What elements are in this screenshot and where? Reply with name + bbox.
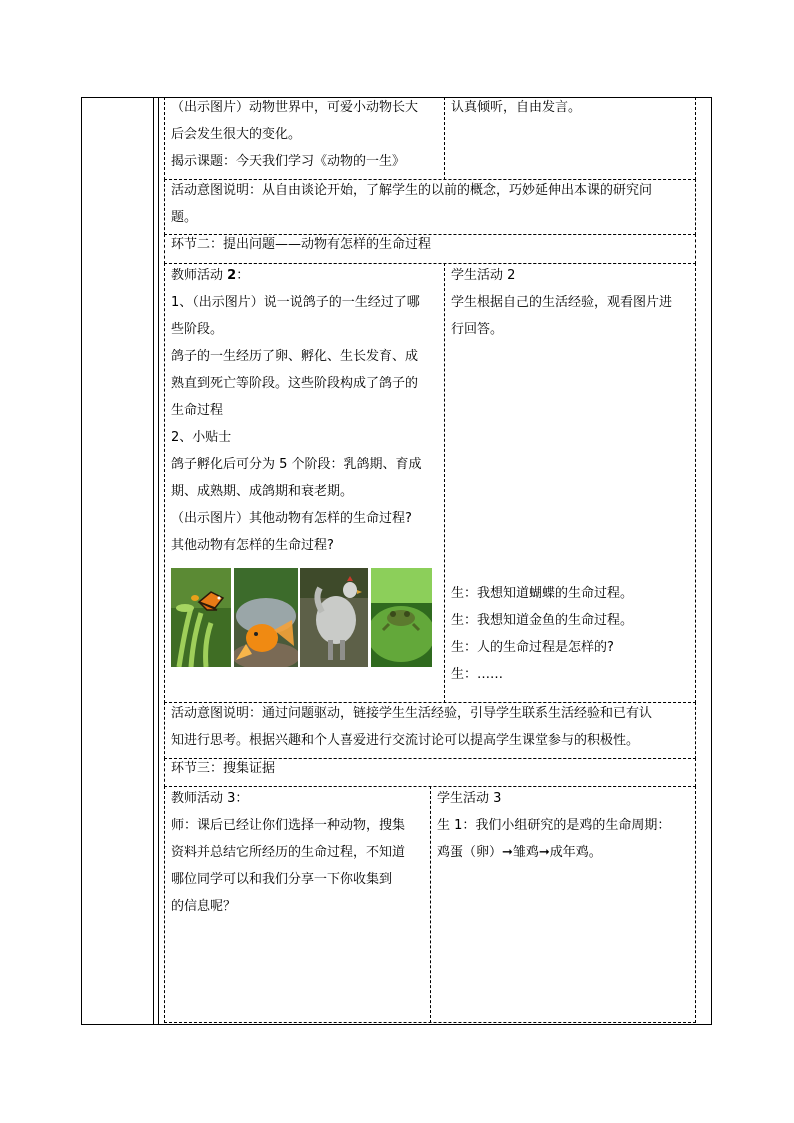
text-line: 生：我想知道金鱼的生命过程。 xyxy=(451,613,634,628)
goldfish-image xyxy=(234,568,298,667)
butterfly-photo xyxy=(171,568,231,667)
heading-colon: ： xyxy=(236,268,250,283)
heading-number: 2 xyxy=(227,268,237,283)
text-line: （出示图片）动物世界中，可爱小动物长大 xyxy=(171,100,419,115)
frame-right-line xyxy=(711,97,712,1025)
text-line: 揭示课题：今天我们学习《动物的一生》 xyxy=(171,154,406,169)
text-line: 期、成熟期、成鸽期和衰老期。 xyxy=(171,484,354,499)
teacher-heading: 教师活动 3： xyxy=(171,791,249,806)
text-line: 行回答。 xyxy=(451,322,504,337)
text-line: 其他动物有怎样的生命过程? xyxy=(171,538,334,553)
chicken-photo xyxy=(300,568,368,667)
text-line: 活动意图说明：通过问题驱动，链接学生生活经验，引导学生联系生活经验和已有认 xyxy=(171,706,653,721)
goldfish-photo xyxy=(234,568,298,667)
teacher-heading xyxy=(171,262,443,289)
section1-intent-text xyxy=(171,177,693,231)
section2-intent-text xyxy=(171,700,693,754)
section3-title xyxy=(171,755,693,782)
tip-label: 2、小贴士 xyxy=(171,430,232,445)
butterfly-image xyxy=(171,568,231,667)
heading-text: 教师活动 xyxy=(171,268,228,283)
section2-student-cell xyxy=(451,262,691,343)
text-line: 师：课后已经让你们选择一种动物，搜集 xyxy=(171,818,406,833)
text-line: 生 1：我们小组研究的是鸡的生命周期： xyxy=(437,818,671,833)
text-line: 活动意图说明：从自由谈论开始，了解学生的以前的概念，巧妙延伸出本课的研究问 xyxy=(171,183,653,198)
section1-teacher-cell xyxy=(171,94,443,175)
text-line: 些阶段。 xyxy=(171,322,224,337)
frame-bottom-line xyxy=(81,1024,712,1025)
frame-col-line-1 xyxy=(153,97,154,1025)
text-line: 生：我想知道蝴蝶的生命过程。 xyxy=(451,586,634,601)
text-line: 生：…… xyxy=(451,667,504,682)
text-line: 题。 xyxy=(171,210,198,225)
section1-divider xyxy=(444,97,445,180)
section2-title xyxy=(171,231,693,258)
section-title: 环节三：搜集证据 xyxy=(171,761,276,776)
frame-col-line-2 xyxy=(158,97,159,1025)
text-line: 学生根据自己的生活经验，观看图片进 xyxy=(451,295,673,310)
text-line: 的信息呢？ xyxy=(171,899,237,914)
section2-divider xyxy=(444,263,445,703)
section3-teacher-cell xyxy=(171,785,429,920)
student-heading: 学生活动 3 xyxy=(437,791,502,806)
text-line: 资料并总结它所经历的生命过程，不知道 xyxy=(171,845,406,860)
text-line: 知进行思考。根据兴趣和个人喜爱进行交流讨论可以提高学生课堂参与的积极性。 xyxy=(171,733,640,748)
section1-student-cell xyxy=(451,94,691,121)
section3-student-cell xyxy=(437,785,693,866)
chicken-image xyxy=(300,568,368,667)
text-line: 鸡蛋（卵）➞雏鸡➞成年鸡。 xyxy=(437,845,602,860)
text-line: 熟直到死亡等阶段。这些阶段构成了鸽子的 xyxy=(171,376,419,391)
text-line: 生命过程 xyxy=(171,403,224,418)
frog-image xyxy=(371,568,432,667)
section2-student-answers xyxy=(451,580,691,688)
text-line: 后会发生很大的变化。 xyxy=(171,127,302,142)
section-title: 环节二：提出问题——动物有怎样的生命过程 xyxy=(171,237,432,252)
section3-divider xyxy=(430,786,431,1023)
frog-photo xyxy=(371,568,432,667)
text-line: （出示图片）其他动物有怎样的生命过程? xyxy=(171,511,412,526)
student-heading: 学生活动 2 xyxy=(451,268,516,283)
section2-teacher-cell xyxy=(171,262,443,559)
text-line: 鸽子的一生经历了卵、孵化、生长发育、成 xyxy=(171,349,419,364)
text-line: 哪位同学可以和我们分享一下你收集到 xyxy=(171,872,393,887)
text-line: 鸽子孵化后可分为 5 个阶段：乳鸽期、育成 xyxy=(171,457,422,472)
text-line: 生：人的生命过程是怎样的? xyxy=(451,640,614,655)
text-line: 认真倾听，自由发言。 xyxy=(451,100,582,115)
frame-left-line xyxy=(81,97,82,1025)
text-line: 1、（出示图片）说一说鸽子的一生经过了哪 xyxy=(171,295,420,310)
